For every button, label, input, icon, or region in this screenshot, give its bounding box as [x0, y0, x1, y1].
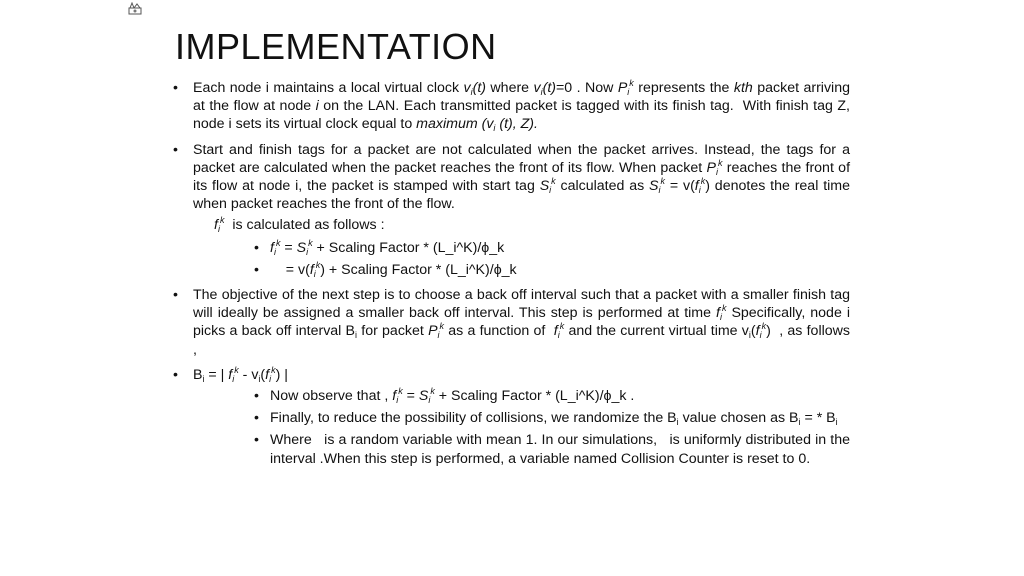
bullet-start-finish-tags: • Start and finish tags for a packet are not calculated when the packet arrives. Instead, the tags for a packet are calculated when the packet reaches the front of its flow. When packet $P_i^k$ reaches the front of its flow at node i, the packet is stamped with start tag $S_i^k$ calculated as $S_i^k = v(f_i^k)$ denotes the real time when packet reaches the front of the flow.: [193, 141, 850, 214]
bullet-backoff-formula: • $B_i$ = | $f_i^k - v_i(f_i^k)$ |: [193, 366, 850, 384]
formula-finish-tag-alt: • = $v(f_i^k)$ + Scaling Factor * (L_i^K)/ϕ_k: [270, 261, 850, 279]
slide-content: [193, 79, 850, 472]
formula-finish-tag: • $f_i^k = S_i^k$ + Scaling Factor * (L_i^K)/ϕ_k: [270, 239, 850, 257]
sub-randomize: • Finally, to reduce the possibility of collisions, we randomize the $B_i$ value chosen as $B_i$ = * $B_i$: [270, 409, 850, 427]
finish-tag-calc-line: $f_i^k$ is calculated as follows :: [214, 215, 385, 235]
bullet-virtual-clock: • Each node i maintains a local virtual clock $v_i(t)$ where $v_i(t)=0$ . Now $P_i^k$ represents the kth packet arriving at the flow at node i on the LAN. Each transmitted packet is tagged with its finish tag. With finish tag Z, node i sets its virtual clock equal to maximum ($v_i$ (t), Z).: [193, 79, 850, 134]
page-title: IMPLEMENTATION: [175, 26, 497, 67]
logo-icon: [128, 2, 142, 15]
sub-observe: • Now observe that , $f_i^k = S_i^k$ + Scaling Factor * (L_i^K)/ϕ_k .: [270, 387, 850, 405]
bullet-backoff-objective: • The objective of the next step is to choose a back off interval such that a packet with a smaller finish tag will ideally be assigned a smaller back off interval. This step is performed at time $f_i^k$ Specifically, node i picks a back off interval $B_i$ for packet $P_i^k$ as a function of $f_i^k$ and the current virtual time $v_i(f_i^k)$ , as follows ,: [193, 286, 850, 359]
sub-random-variable: • Where is a random variable with mean 1. In our simulations, is uniformly distributed in the interval .When this step is performed, a variable named Collision Counter is reset to 0.: [270, 431, 850, 467]
